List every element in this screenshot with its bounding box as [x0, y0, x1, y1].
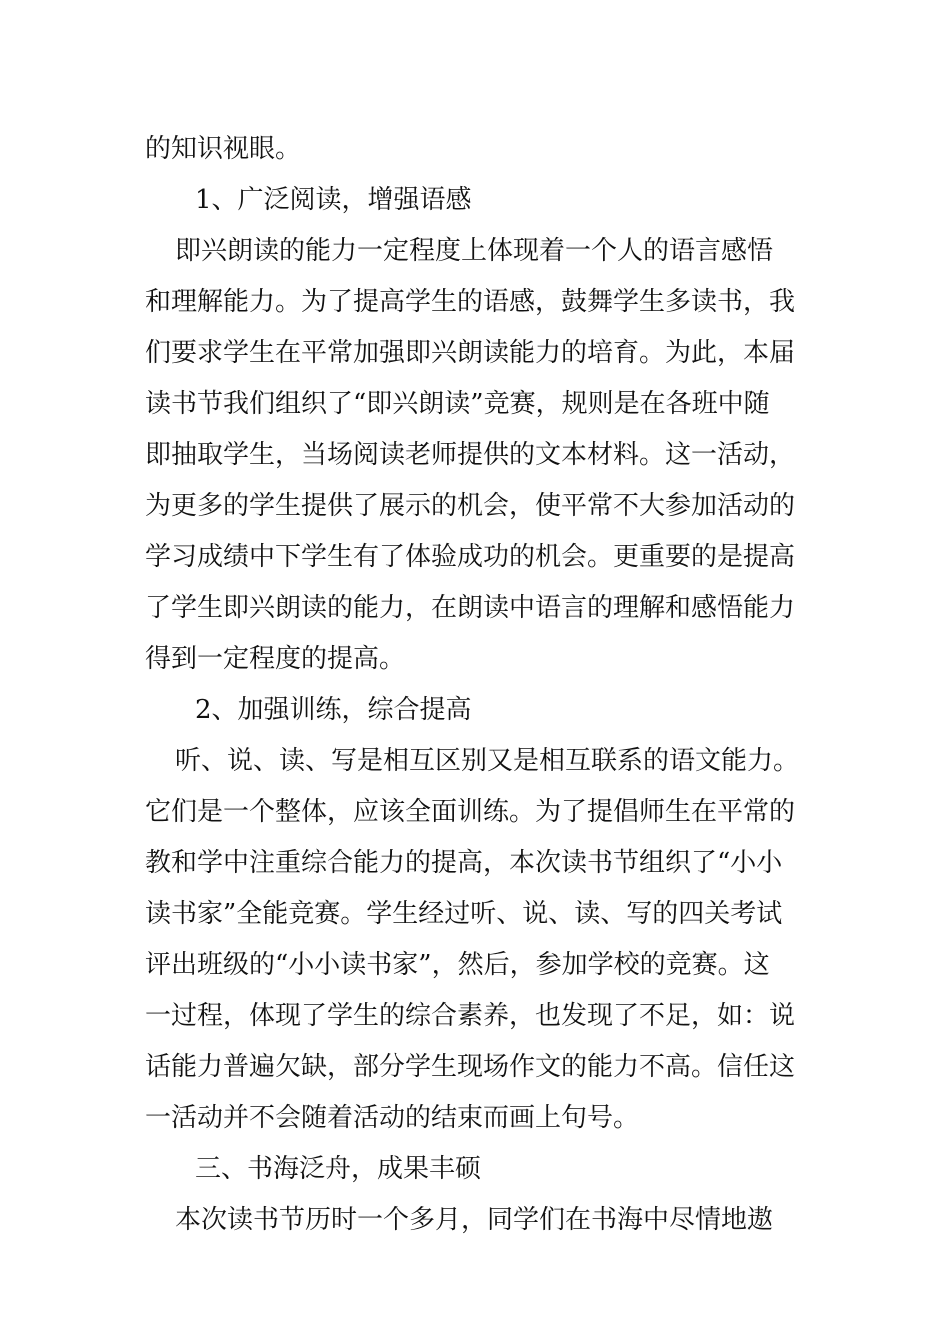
paragraph-line: 为更多的学生提供了展示的机会，使平常不大参加活动的 — [145, 491, 796, 521]
paragraph-line: 它们是一个整体，应该全面训练。为了提倡师生在平常的 — [145, 797, 796, 827]
paragraph-line: 教和学中注重综合能力的提高，本次读书节组织了“小小 — [145, 848, 783, 878]
paragraph-line: 听、说、读、写是相互区别又是相互联系的语文能力。 — [175, 746, 800, 776]
paragraph-line: 一过程，体现了学生的综合素养，也发现了不足，如：说 — [145, 1001, 796, 1031]
section-heading: 1、广泛阅读，增强语感 — [195, 185, 472, 215]
paragraph-line: 话能力普遍欠缺，部分学生现场作文的能力不高。信任这 — [145, 1052, 796, 1082]
paragraph-line: 学习成绩中下学生有了体验成功的机会。更重要的是提高 — [145, 542, 796, 572]
section-heading: 2、加强训练，综合提高 — [195, 695, 472, 725]
paragraph-line: 评出班级的“小小读书家”，然后，参加学校的竞赛。这 — [145, 950, 770, 980]
paragraph-line: 得到一定程度的提高。 — [145, 644, 406, 674]
paragraph-line: 了学生即兴朗读的能力，在朗读中语言的理解和感悟能力 — [145, 593, 796, 623]
section-heading: 三、书海泛舟，成果丰硕 — [195, 1154, 482, 1184]
paragraph-line: 读书节我们组织了“即兴朗读”竞赛，规则是在各班中随 — [145, 389, 770, 419]
paragraph-line: 即抽取学生，当场阅读老师提供的文本材料。这一活动， — [145, 440, 796, 470]
paragraph-line: 本次读书节历时一个多月，同学们在书海中尽情地遨 — [175, 1205, 774, 1235]
paragraph-line: 即兴朗读的能力一定程度上体现着一个人的语言感悟 — [175, 236, 774, 266]
paragraph-line: 们要求学生在平常加强即兴朗读能力的培育。为此，本届 — [145, 338, 796, 368]
paragraph-line: 一活动并不会随着活动的结束而画上句号。 — [145, 1103, 640, 1133]
document-body — [145, 124, 825, 1246]
paragraph-line: 的知识视眼。 — [145, 134, 302, 164]
paragraph-line: 和理解能力。为了提高学生的语感，鼓舞学生多读书，我 — [145, 287, 796, 317]
paragraph-line: 读书家”全能竞赛。学生经过听、说、读、写的四关考试 — [145, 899, 783, 929]
